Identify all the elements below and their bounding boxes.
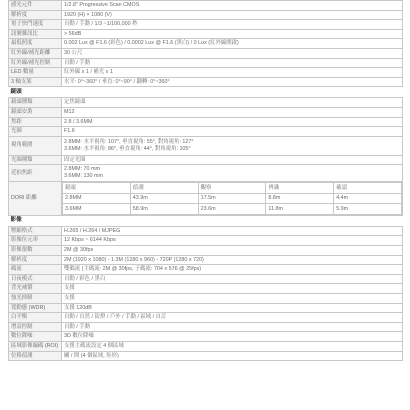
sensor-key: 紅外線/補光控制: [9, 58, 62, 68]
video-key: 白平衡: [9, 313, 62, 323]
lens-key: 鏡頭安裝: [9, 107, 62, 117]
video-value: 支援 120dB: [62, 303, 403, 313]
sensor-key: 最低照度: [9, 39, 62, 49]
lens-row: [9, 98, 403, 108]
video-value: 2M @ 30fps: [62, 246, 403, 256]
dori-cell: 23.6m: [198, 204, 266, 215]
sensor-value: 自動 / 手動: [62, 58, 403, 68]
dori-cell: 4.4m: [334, 193, 402, 204]
dori-data-row: [63, 193, 402, 204]
dori-cell: 17.5m: [198, 193, 266, 204]
video-key: 影像張數: [9, 246, 62, 256]
lens-section: [9, 98, 403, 136]
sensor-value: 1920 (H) × 1080 (V): [62, 10, 403, 20]
video-section-header: [9, 215, 403, 226]
dori-table: [62, 182, 402, 215]
sensor-row: [9, 1, 403, 11]
video-key: 區域影像編碼 (ROI): [9, 341, 62, 351]
sensor-key: 解析度: [9, 10, 62, 20]
video-row: [9, 293, 403, 303]
dori-cell: 11.8m: [266, 204, 334, 215]
video-key: 強光抑制: [9, 293, 62, 303]
dori-header-lens: 鏡頭: [63, 183, 131, 194]
sensor-row: [9, 77, 403, 87]
lens-value: 定焦鏡頭: [62, 98, 403, 108]
sensor-key: LED 數量: [9, 68, 62, 78]
sensor-value: 自動 / 手動 / 1/3 ~1/100,000 秒: [62, 20, 403, 30]
lens-section-title: 鏡頭: [9, 87, 403, 98]
lens-key: 焦距: [9, 117, 62, 127]
dori-row: [9, 182, 403, 216]
focus-key: 近拍焦距: [9, 165, 62, 182]
dori-header-observe: 觀察: [198, 183, 266, 194]
dori-header-row: [63, 183, 402, 194]
video-key: 背光補償: [9, 284, 62, 294]
lens-row: [9, 117, 403, 127]
fov-line-2: 3.6MM: 水平視角: 86°, 垂直視角: 44°, 對角視角: 105°: [64, 145, 191, 152]
lens-key: 鏡頭種類: [9, 98, 62, 108]
video-value: 關 / 開 (4 個區域, 矩形): [62, 351, 403, 361]
lens-value: F1.6: [62, 127, 403, 137]
sensor-key: 訊號雜訊比: [9, 29, 62, 39]
dori-data-row: [63, 204, 402, 215]
sensor-row: [9, 58, 403, 68]
video-row: [9, 226, 403, 236]
video-key: 增益控制: [9, 322, 62, 332]
video-row: [9, 246, 403, 256]
video-row: [9, 313, 403, 323]
video-row: [9, 332, 403, 342]
sensor-key: 紅外線/補光距離: [9, 48, 62, 58]
video-row: [9, 265, 403, 275]
dori-cell: 8.8m: [266, 193, 334, 204]
video-value: 3D 數位降噪: [62, 332, 403, 342]
sensor-row: [9, 68, 403, 78]
fov-value: [62, 136, 403, 155]
video-key: 壓縮格式: [9, 226, 62, 236]
sensor-row: [9, 39, 403, 49]
video-value: 自動 / 手動: [62, 322, 403, 332]
lens-section-header: [9, 87, 403, 98]
sensor-section: [9, 1, 403, 87]
video-section-title: 影像: [9, 215, 403, 226]
video-key: 日夜模式: [9, 274, 62, 284]
focus-line-2: 3.6MM: 130 mm: [64, 173, 103, 180]
focus-row: [9, 165, 403, 182]
video-key: 寬動態 (WDR): [9, 303, 62, 313]
focus-value: [62, 165, 403, 182]
video-value: 雙碼流 (主碼流: 2M @ 30fps, 子碼流: 704 x 576 @ 25fps): [62, 265, 403, 275]
dori-cell: 5.9m: [334, 204, 402, 215]
dori-cell: 2.8MM: [63, 193, 131, 204]
video-row: [9, 303, 403, 313]
sensor-row: [9, 10, 403, 20]
iris-row: [9, 155, 403, 165]
video-key: 數位降噪: [9, 332, 62, 342]
video-key: 位移偵測: [9, 351, 62, 361]
dori-header-identify: 確認: [334, 183, 402, 194]
dori-value: [62, 182, 403, 216]
video-value: 自動 / 自然 / 街燈 / 戶外 / 手動 / 區域 / 自訂: [62, 313, 403, 323]
fov-row: [9, 136, 403, 155]
sensor-row: [9, 29, 403, 39]
sensor-key: 3 軸支架: [9, 77, 62, 87]
sensor-value: 30 公尺: [62, 48, 403, 58]
video-row: [9, 351, 403, 361]
sensor-value: 0.002 Lux @ F1.6 (彩色) / 0.0002 Lux @ F1.6 (黑白) / 0 Lux (紅外線開啟): [62, 39, 403, 49]
sensor-value: 1/2.8" Progressive Scan CMOS: [62, 1, 403, 11]
lens-value: M12: [62, 107, 403, 117]
lens-row: [9, 127, 403, 137]
video-row: [9, 322, 403, 332]
video-value: 2M (1920 x 1080) - 1.3M (1280 x 960) - 720P (1280 x 720): [62, 255, 403, 265]
lens-key: 光圈: [9, 127, 62, 137]
video-value: 支援主碼流設定 4 個區域: [62, 341, 403, 351]
dori-header-recognize: 辨識: [266, 183, 334, 194]
video-value: 支援: [62, 293, 403, 303]
dori-cell: 3.6MM: [63, 204, 131, 215]
iris-key: 光圈種類: [9, 155, 62, 165]
sensor-row: [9, 20, 403, 30]
focus-line-1: 2.8MM: 70 mm: [64, 166, 100, 173]
dori-cell: 43.9m: [130, 193, 198, 204]
video-key: 碼流: [9, 265, 62, 275]
dori-cell: 58.9m: [130, 204, 198, 215]
sensor-value: > 56dB: [62, 29, 403, 39]
video-value: H.265 / H.264 / MJPEG: [62, 226, 403, 236]
video-row: [9, 284, 403, 294]
video-value: 12 Kbps ~ 6144 Kbps: [62, 236, 403, 246]
video-row: [9, 255, 403, 265]
video-value: 支援: [62, 284, 403, 294]
video-key: 影像位元率: [9, 236, 62, 246]
sensor-key: 感光元件: [9, 1, 62, 11]
video-section: [9, 226, 403, 360]
spec-table: [8, 0, 403, 361]
lens-row: [9, 107, 403, 117]
sensor-row: [9, 48, 403, 58]
lens-value: 2.8 / 3.6MM: [62, 117, 403, 127]
dori-key: DORI 距離: [9, 182, 62, 216]
video-value: 自動 / 彩色 / 黑白: [62, 274, 403, 284]
sensor-value: 水平: 0°~360° / 垂直: 0°~90° / 翻轉: 0°~360°: [62, 77, 403, 87]
video-row: [9, 274, 403, 284]
fov-line-1: 2.8MM: 水平視角: 107°, 垂直視角: 55°, 對角視角: 127°: [64, 138, 194, 145]
sensor-value: 紅外線 x 1 / 補光 x 1: [62, 68, 403, 78]
video-key: 解析度: [9, 255, 62, 265]
video-row: [9, 236, 403, 246]
fov-key: 視角範圍: [9, 136, 62, 155]
sensor-key: 電子快門速度: [9, 20, 62, 30]
video-row: [9, 341, 403, 351]
dori-header-detect: 偵測: [130, 183, 198, 194]
iris-value: 固定光圈: [62, 155, 403, 165]
